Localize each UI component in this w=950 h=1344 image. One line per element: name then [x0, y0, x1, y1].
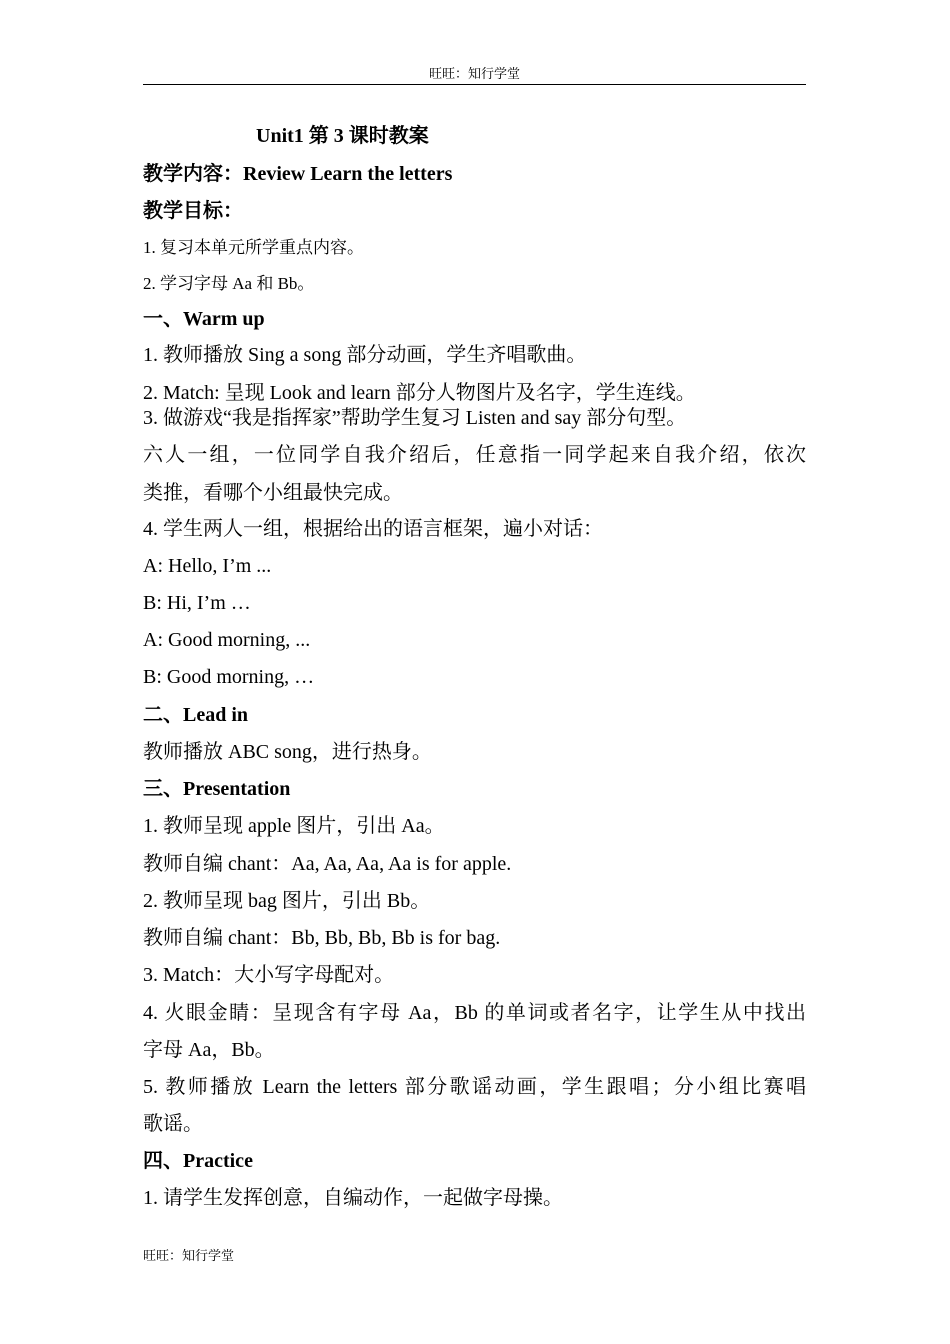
goal-item-2: 2. 学习字母 Aa 和 Bb。: [143, 274, 315, 293]
page-header: 旺旺：知行学堂: [143, 66, 806, 85]
presentation-chant-2: 教师自编 chant：Bb, Bb, Bb, Bb is for bag.: [143, 927, 501, 949]
presentation-step-4-continued: 字母 Aa，Bb。: [143, 1039, 275, 1061]
lesson-title: Unit1 第 3 课时教案: [256, 125, 429, 147]
page-footer: 旺旺：知行学堂: [143, 1248, 235, 1263]
presentation-chant-1: 教师自编 chant：Aa, Aa, Aa, Aa is for apple.: [143, 853, 512, 875]
presentation-step-1: 1. 教师呈现 apple 图片，引出 Aa。: [143, 815, 445, 837]
goals-heading: 教学目标：: [143, 200, 243, 222]
warmup-step-3-continued: 六人一组，一位同学自我介绍后，任意指一同学起来自我介绍，依次: [143, 444, 806, 466]
dialog-line-3: A: Good morning, ...: [143, 629, 311, 651]
goal-item-1: 1. 复习本单元所学重点内容。: [143, 238, 364, 257]
warmup-step-1: 1. 教师播放 Sing a song 部分动画，学生齐唱歌曲。: [143, 344, 587, 366]
presentation-step-3: 3. Match：大小写字母配对。: [143, 964, 395, 986]
warmup-step-3-end: 类推，看哪个小组最快完成。: [143, 482, 403, 504]
section-heading-presentation: 三、Presentation: [143, 778, 291, 800]
presentation-step-4: 4. 火眼金睛：呈现含有字母 Aa，Bb 的单词或者名字，让学生从中找出: [143, 1002, 806, 1024]
dialog-line-4: B: Good morning, …: [143, 666, 315, 688]
dialog-line-2: B: Hi, I’m …: [143, 592, 251, 614]
section-heading-leadin: 二、Lead in: [143, 704, 249, 726]
practice-step-1: 1. 请学生发挥创意，自编动作，一起做字母操。: [143, 1187, 563, 1209]
leadin-step-1: 教师播放 ABC song，进行热身。: [143, 741, 432, 763]
section-heading-warmup: 一、Warm up: [143, 308, 265, 330]
teaching-content: 教学内容：Review Learn the letters: [143, 163, 453, 185]
presentation-step-5: 5. 教师播放 Learn the letters 部分歌谣动画，学生跟唱；分小组比赛唱: [143, 1076, 806, 1098]
presentation-step-5-continued: 歌谣。: [143, 1113, 203, 1135]
warmup-step-3: 3. 做游戏“我是指挥家”帮助学生复习 Listen and say 部分句型。: [143, 407, 687, 429]
section-heading-practice: 四、Practice: [143, 1150, 253, 1172]
warmup-step-2: 2. Match: 呈现 Look and learn 部分人物图片及名字，学生连线。: [143, 382, 696, 404]
dialog-line-1: A: Hello, I’m ...: [143, 555, 272, 577]
presentation-step-2: 2. 教师呈现 bag 图片，引出 Bb。: [143, 890, 431, 912]
warmup-step-4: 4. 学生两人一组，根据给出的语言框架，遍小对话：: [143, 518, 603, 540]
